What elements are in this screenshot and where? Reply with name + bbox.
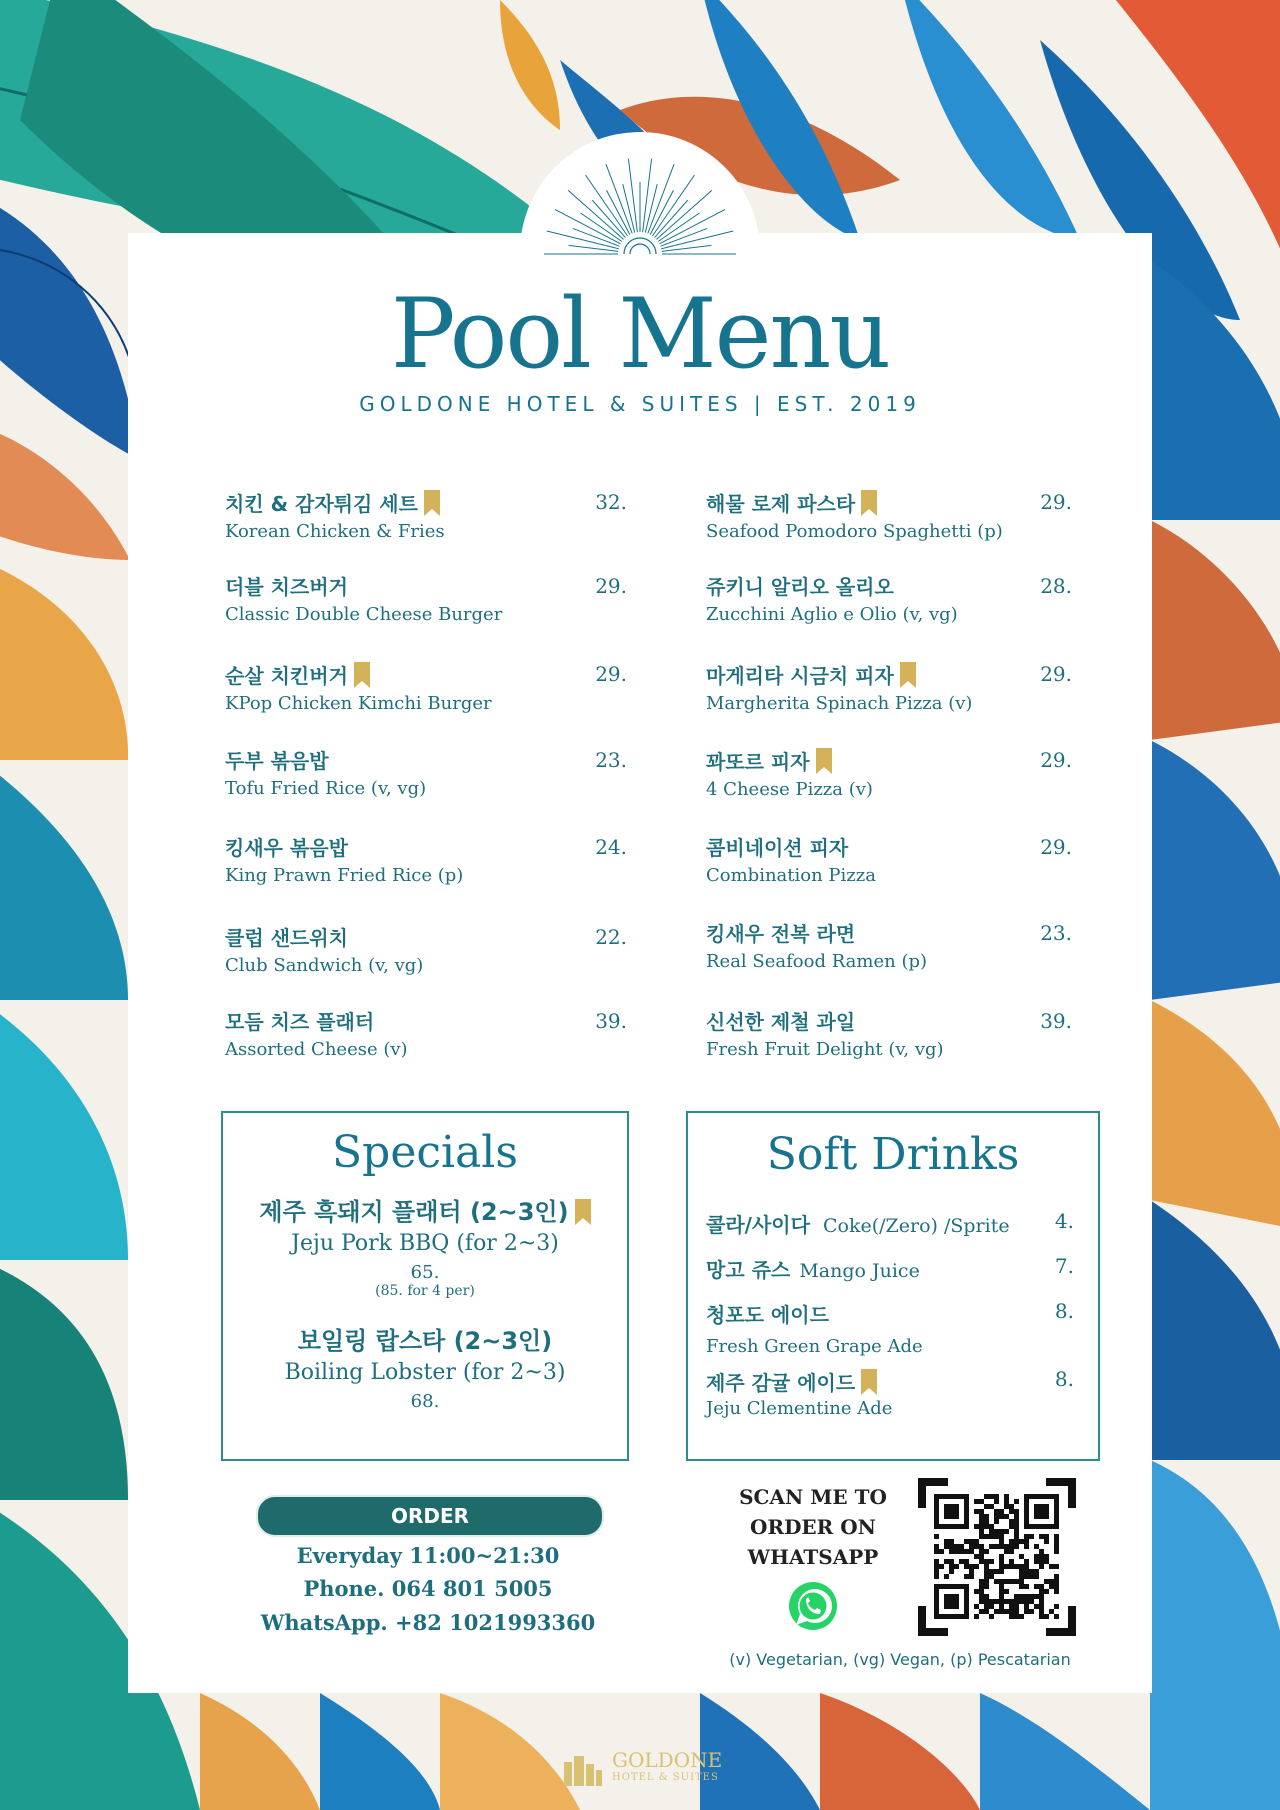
menu-item-price: 29. [1040, 662, 1072, 686]
menu-item-name-ko: 해물 로제 파스타 [706, 490, 1072, 517]
menu-item-name-ko: 신선한 제철 과일 [706, 1010, 856, 1034]
menu-item [706, 574, 1072, 630]
menu-item-name-ko: 킹새우 볶음밥 [225, 836, 348, 860]
page-title: Pool Menu [390, 278, 890, 390]
sunburst-ornament [540, 150, 740, 260]
soft-drinks-box [686, 1111, 1100, 1461]
menu-item-price: 23. [1040, 921, 1072, 945]
menu-item-name-ko: 두부 볶음밥 [225, 749, 329, 773]
menu-item-price: 29. [595, 574, 627, 598]
page-subtitle: GOLDONE HOTEL & SUITES | EST. 2019 [359, 392, 921, 416]
menu-item [706, 490, 1072, 547]
menu-item-price: 28. [1040, 574, 1072, 598]
sunburst-ray [568, 190, 623, 239]
whatsapp-icon[interactable] [786, 1579, 840, 1633]
menu-item [225, 662, 627, 719]
special-item-price: 68. [410, 1391, 440, 1412]
menu-item-price: 22. [595, 925, 627, 949]
scan-line: ORDER ON [750, 1515, 876, 1539]
drink-name-ko: 망고 쥬스 [706, 1258, 791, 1282]
menu-item-name-ko: 킹새우 전복 라면 [706, 922, 856, 946]
qr-code[interactable] [918, 1478, 1076, 1636]
sunburst-ray [547, 231, 619, 249]
sunburst-ray [643, 159, 652, 232]
bookmark-ribbon-icon [354, 662, 370, 688]
menu-item-price: 29. [1040, 490, 1072, 514]
drink-price: 4. [1054, 1209, 1074, 1233]
menu-item-price: 24. [595, 835, 627, 859]
menu-item-name-ko: 콤비네이션 피자 [706, 836, 849, 860]
drink-item [706, 1209, 1074, 1238]
drink-name-en: Coke(/Zero) /Sprite [823, 1215, 1010, 1237]
sunburst-ray [569, 245, 619, 251]
drink-name-ko: 콜라/사이다 [706, 1213, 810, 1237]
drink-name-en: Fresh Green Grape Ade [706, 1336, 923, 1357]
bookmark-ribbon-icon [900, 662, 916, 688]
footer-brand: GOLDONE [612, 1748, 723, 1772]
menu-item-name-ko: 클럽 샌드위치 [225, 926, 348, 950]
bookmark-ribbon-icon [575, 1199, 591, 1225]
menu-item-price: 23. [595, 748, 627, 772]
menu-item-price: 39. [1040, 1009, 1072, 1033]
footer-logo [560, 1748, 730, 1788]
order-button[interactable]: ORDER [256, 1495, 604, 1537]
bookmark-ribbon-icon [816, 748, 832, 774]
special-item-note: (85. for 4 per) [375, 1283, 475, 1299]
menu-item-name-ko: 모듬 치즈 플래터 [225, 1010, 375, 1034]
menu-item [225, 490, 627, 547]
menu-item [225, 835, 627, 891]
menu-item-name-en: Korean Chicken & Fries [225, 521, 445, 542]
menu-item-name-en: Fresh Fruit Delight (v, vg) [706, 1039, 944, 1060]
menu-item-name-en: Margherita Spinach Pizza (v) [706, 693, 973, 714]
menu-item [706, 835, 1072, 891]
special-item-name-en: Boiling Lobster (for 2~3) [284, 1360, 566, 1385]
menu-item [706, 921, 1072, 977]
scan-instructions [720, 1482, 906, 1572]
special-item-name-ko: 제주 흑돼지 플래터 (2~3인) [223, 1192, 627, 1227]
hotel-building-icon [560, 1752, 606, 1786]
sunburst-ray [659, 209, 725, 243]
menu-item [706, 748, 1072, 805]
specials-title: Specials [332, 1127, 518, 1178]
menu-item-price: 29. [1040, 835, 1072, 859]
scan-line: WHATSAPP [747, 1545, 879, 1569]
drink-name-en: Jeju Clementine Ade [706, 1398, 893, 1419]
sunburst-ray [661, 231, 733, 249]
drink-item [706, 1367, 1074, 1419]
menu-item-name-en: King Prawn Fried Rice (p) [225, 865, 464, 886]
soft-drinks-title: Soft Drinks [766, 1129, 1020, 1180]
drink-name-en: Mango Juice [799, 1260, 920, 1282]
footer-brand-sub: HOTEL & SUITES [612, 1772, 719, 1783]
special-item-name-en: Jeju Pork BBQ (for 2~3) [291, 1231, 559, 1256]
menu-item-name-en: KPop Chicken Kimchi Burger [225, 693, 492, 714]
drink-item [706, 1254, 1074, 1283]
dietary-legend: (v) Vegetarian, (vg) Vegan, (p) Pescatarian [729, 1650, 1071, 1669]
menu-item-name-en: Real Seafood Ramen (p) [706, 951, 928, 972]
order-hours: Everyday 11:00~21:30 [296, 1543, 560, 1568]
menu-item-name-en: Tofu Fried Rice (v, vg) [225, 778, 427, 799]
menu-item-price: 29. [1040, 748, 1072, 772]
menu-item-name-en: Zucchini Aglio e Olio (v, vg) [706, 604, 958, 625]
drink-name-ko: 제주 감귤 에이드 [706, 1367, 1074, 1396]
drink-price: 8. [1054, 1299, 1074, 1323]
menu-item-price: 39. [595, 1009, 627, 1033]
drink-name-ko: 청포도 에이드 [706, 1303, 829, 1327]
menu-item-price: 32. [595, 490, 627, 514]
bookmark-ribbon-icon [424, 490, 440, 516]
menu-item-name-ko: 더블 치즈버거 [225, 575, 348, 599]
menu-item-name-en: Classic Double Cheese Burger [225, 604, 503, 625]
sunburst-ray [662, 245, 712, 251]
specials-box [221, 1111, 629, 1461]
drink-price: 7. [1054, 1254, 1074, 1278]
menu-item [225, 1009, 627, 1065]
drink-item [706, 1299, 1074, 1357]
sunburst-ray [555, 209, 621, 243]
menu-item-name-en: Seafood Pomodoro Spaghetti (p) [706, 521, 1003, 542]
sunburst-ray [628, 159, 637, 232]
menu-item-name-ko: 치킨 & 감자튀김 세트 [225, 490, 627, 517]
menu-item-name-ko: 마게리타 시금치 피자 [706, 662, 1072, 689]
menu-item-name-en: Combination Pizza [706, 865, 876, 886]
menu-item-name-en: Assorted Cheese (v) [225, 1039, 408, 1060]
menu-item [706, 1009, 1072, 1065]
special-item-price: 65. [410, 1262, 440, 1283]
menu-item [225, 574, 627, 630]
menu-item [225, 748, 627, 804]
drink-price: 8. [1054, 1367, 1074, 1391]
menu-item-name-ko: 꽈또르 피자 [706, 748, 1072, 775]
menu-item [706, 662, 1072, 719]
menu-item-name-ko: 순살 치킨버거 [225, 662, 627, 689]
menu-item-name-ko: 쥬키니 알리오 올리오 [706, 575, 894, 599]
menu-item-name-en: 4 Cheese Pizza (v) [706, 779, 873, 800]
menu-item-price: 29. [595, 662, 627, 686]
menu-item-name-en: Club Sandwich (v, vg) [225, 955, 424, 976]
order-phone[interactable]: Phone. 064 801 5005 [303, 1576, 553, 1601]
bookmark-ribbon-icon [861, 490, 877, 516]
order-whatsapp[interactable]: WhatsApp. +82 1021993360 [260, 1610, 596, 1635]
bookmark-ribbon-icon [861, 1369, 877, 1395]
scan-line: SCAN ME TO [739, 1485, 887, 1509]
special-item-name-ko: 보일링 랍스타 (2~3인) [297, 1327, 553, 1355]
sunburst-ray [656, 190, 711, 239]
menu-item [225, 925, 627, 981]
